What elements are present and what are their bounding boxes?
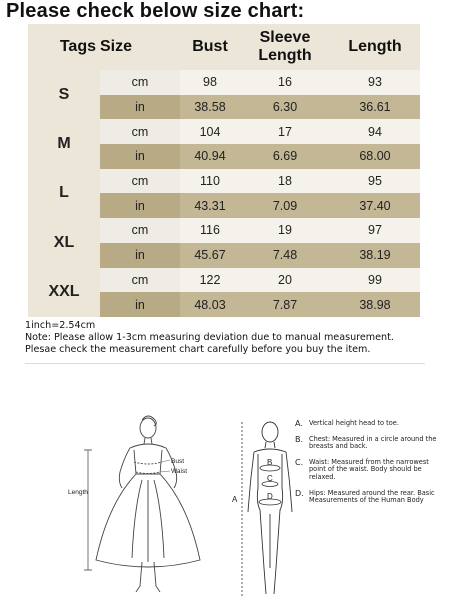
header-sleeve-line2: Length <box>258 47 312 64</box>
unit-cell: in <box>100 243 180 268</box>
notes <box>25 320 425 357</box>
conversion-note: 1inch=2.54cm <box>25 320 96 331</box>
sleeve-cell: 16 <box>240 70 330 95</box>
page-title: Please check below size chart: <box>6 0 305 22</box>
length-cell: 97 <box>330 218 420 243</box>
dress-measurement-sketch <box>68 410 228 600</box>
legend-item <box>295 459 445 482</box>
header-size: Size <box>100 24 180 70</box>
unit-cell: in <box>100 95 180 120</box>
legend-letter: A. <box>295 419 303 428</box>
length-cell: 99 <box>330 268 420 293</box>
header-bust: Bust <box>180 24 240 70</box>
divider <box>25 363 425 364</box>
bust-label: Bust <box>171 458 185 465</box>
legend-item <box>295 490 445 505</box>
table-header-row <box>28 24 420 70</box>
unit-cell: in <box>100 144 180 169</box>
sleeve-cell: 20 <box>240 268 330 293</box>
length-cell: 95 <box>330 169 420 194</box>
legend-letter: C. <box>295 457 304 467</box>
table-row <box>28 218 420 243</box>
unit-cell: cm <box>100 218 180 243</box>
length-cell: 93 <box>330 70 420 95</box>
unit-cell: cm <box>100 70 180 95</box>
header-tags: Tags <box>28 24 100 70</box>
bust-cell: 104 <box>180 119 240 144</box>
legend-text: Hips: Measured around the rear. Basic Measurements of the Human Body <box>309 488 435 505</box>
size-chart-table <box>28 24 420 317</box>
size-tag: XXL <box>28 268 100 317</box>
sleeve-cell: 19 <box>240 218 330 243</box>
unit-cell: cm <box>100 119 180 144</box>
size-tag: L <box>28 169 100 218</box>
legend-text: Vertical height head to toe. <box>309 419 399 427</box>
check-note: Plesae check the measurement chart carefully before you buy the item. <box>25 344 371 356</box>
length-cell: 38.19 <box>330 243 420 268</box>
bust-cell: 98 <box>180 70 240 95</box>
length-cell: 94 <box>330 119 420 144</box>
bust-cell: 122 <box>180 268 240 293</box>
legend-text: Chest: Measured in a circle around the breasts and back. <box>309 434 437 451</box>
legend-letter: D. <box>295 488 304 498</box>
bust-cell: 38.58 <box>180 95 240 120</box>
table-row <box>28 70 420 95</box>
bust-cell: 110 <box>180 169 240 194</box>
length-cell: 37.40 <box>330 193 420 218</box>
legend-item <box>295 420 445 428</box>
size-tag: XL <box>28 218 100 267</box>
size-tag: S <box>28 70 100 119</box>
unit-cell: cm <box>100 268 180 293</box>
unit-cell: in <box>100 292 180 317</box>
sleeve-cell: 7.87 <box>240 292 330 317</box>
letter-c: C <box>267 474 273 483</box>
bust-cell: 40.94 <box>180 144 240 169</box>
legend-text: Waist: Measured from the narrowest point of the waist. Body should be relaxed. <box>309 457 429 481</box>
letter-a: A <box>232 495 238 504</box>
header-length: Length <box>330 24 420 70</box>
bust-cell: 48.03 <box>180 292 240 317</box>
sleeve-cell: 6.30 <box>240 95 330 120</box>
length-label: Length <box>68 489 88 496</box>
bust-cell: 43.31 <box>180 193 240 218</box>
unit-cell: in <box>100 193 180 218</box>
sleeve-cell: 6.69 <box>240 144 330 169</box>
length-cell: 38.98 <box>330 292 420 317</box>
table-row <box>28 119 420 144</box>
sleeve-cell: 7.48 <box>240 243 330 268</box>
bust-cell: 116 <box>180 218 240 243</box>
deviation-note: Note: Please allow 1-3cm measuring deviation due to manual measurement. <box>25 332 394 344</box>
length-cell: 68.00 <box>330 144 420 169</box>
sleeve-cell: 17 <box>240 119 330 144</box>
legend-item <box>295 436 445 451</box>
header-sleeve-length <box>240 24 330 70</box>
sleeve-cell: 7.09 <box>240 193 330 218</box>
size-tag: M <box>28 119 100 168</box>
letter-d: D <box>267 492 273 501</box>
measurement-legend <box>295 420 445 513</box>
unit-cell: cm <box>100 169 180 194</box>
table-row <box>28 268 420 293</box>
table-row <box>28 169 420 194</box>
bust-cell: 45.67 <box>180 243 240 268</box>
legend-letter: B. <box>295 434 304 444</box>
waist-label: Waist <box>171 468 188 475</box>
header-sleeve-line1: Sleeve <box>259 29 311 46</box>
length-cell: 36.61 <box>330 95 420 120</box>
letter-b: B <box>267 458 273 467</box>
sleeve-cell: 18 <box>240 169 330 194</box>
